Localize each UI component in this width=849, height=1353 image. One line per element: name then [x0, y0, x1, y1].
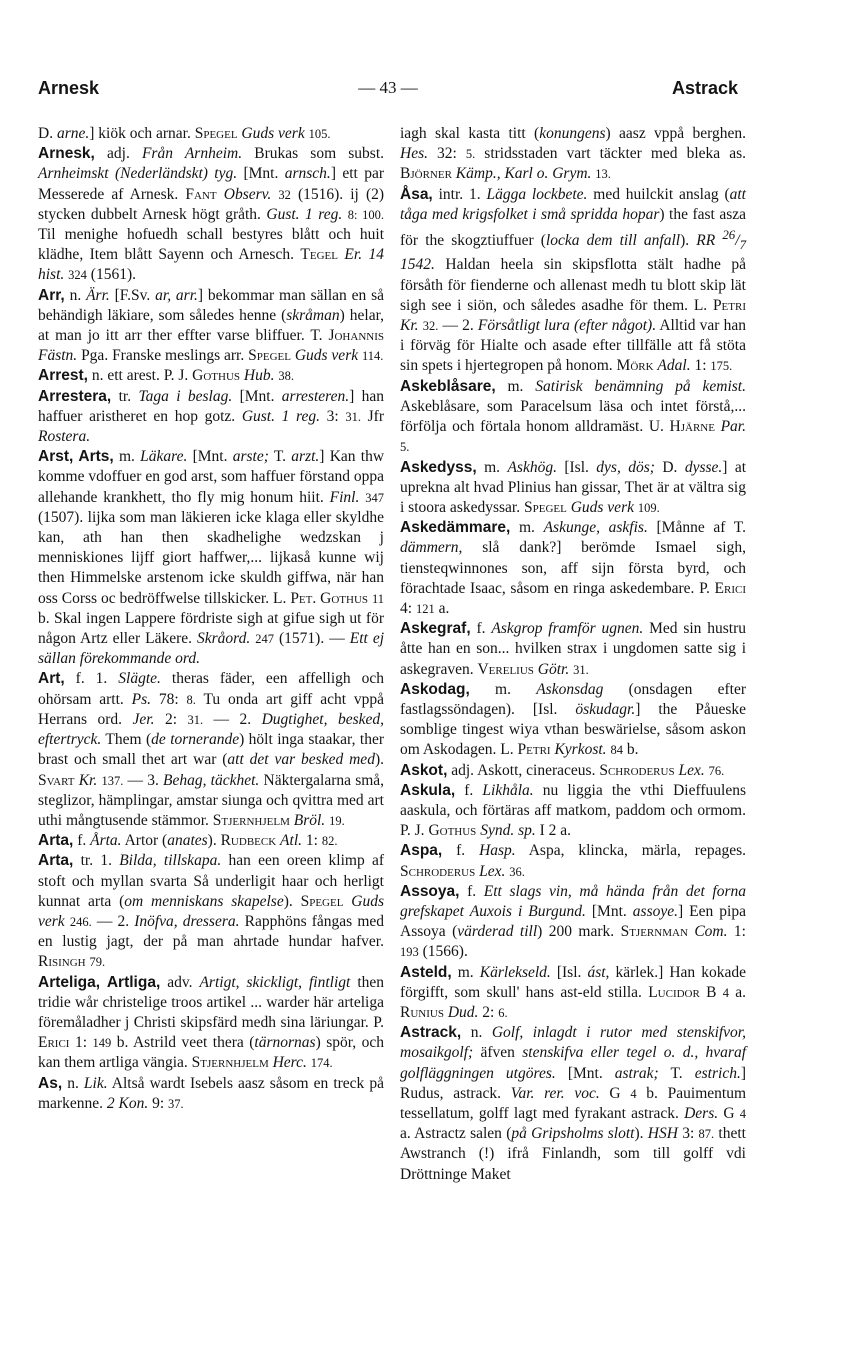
dictionary-entry: Arta, f. Årta. Artor (anates). Rudbeck Atl. 1: 82.: [38, 832, 338, 850]
dictionary-entry: Askula, f. Likhåla. nu liggia the vthi Dieffuulens aaskula, och förtäras aff matkom, paddom och ormom. P. J. Gothus Synd. sp. I 2 a.: [400, 781, 746, 840]
dictionary-entry: Asteld, m. Kärlekseld. [Isl. ást, kärlek.] Han kokade förgifft, som skull' hans ast-eld stilla. Lucidor B 4 a. Runius Dud. 2: 6.: [400, 963, 746, 1021]
page-number: — 43 —: [358, 78, 418, 97]
running-head-left: Arnesk: [38, 78, 100, 98]
dictionary-entry: Arta, tr. 1. Bilda, tillskapa. han een oreen klimp af stoft och myllan svarta Så underligit haar och herligt kunnat arta (om menniskans skapelse). Spegel Guds verk 246. — 2. Inöfva, dressera. Rapphöns fångas med en lustig jagt, der på man ahrtade hundar hafver. Risingh 79.: [38, 852, 385, 971]
dictionary-entry: Arst, Arts, m. Läkare. [Mnt. arste; T. arzt.] Kan thw komme vdoffuer en god arst, som haffuer förstand oppa allehande krankhett, tho fly mig honum hiit. Finl. 347 (1507). lijka som man läkieren icke klaga eller skyldhe kan, ath han then skadhelighe wedzskan j menniskiones lijff giort haffwer,... lijkaså kunne wij then Himmelske arstenom icke skuldh giffwa, när han oss Corss oc bedröffwelse tillskicker. L. Pet. Gothus 11 b. Skal ingen Lappere fördriste sigh at gifue sigh ut för någon Artz eller Läkere. Skråord. 247 (1571). — Ett ej sällan förekommande ord.: [38, 448, 385, 668]
dictionary-entry: D. arne.] kiök och arnar. Spegel Guds verk 105.: [38, 125, 331, 142]
dictionary-entry: Askedämmare, m. Askunge, askfis. [Månne af T. dämmern, slå dank?] berömde Ismael sigh, tiensteqwinnones son, aff sijn första byrd, och förachtade Isaac, såsom en ringa askedembare. P. Erici 4: 121 a.: [400, 519, 746, 617]
dictionary-entry: Askot, adj. Askott, cineraceus. Schroderus Lex. 76.: [400, 761, 725, 779]
dictionary-entry: Askedyss, m. Askhög. [Isl. dys, dös; D. dysse.] at uprekna alt hvad Plinius han gissar, Thet är at vältra sig i stoora askedyssar. Spegel Guds verk 109.: [400, 458, 747, 516]
running-head-right: Astrack: [671, 78, 738, 98]
dictionary-entry: Arteliga, Artliga, adv. Artigt, skickligt, fintligt then tridie wår christelige troos artikel ... warder här arteliga föremåladher j Christi skipsfärd medh sina läriungar. P. Erici 1: 149 b. Astrild veet thera (tärnornas) spör, och kan them artliga vängia. Stjernhjelm Herc. 174.: [38, 973, 385, 1072]
dictionary-entry: Arrestera, tr. Taga i beslag. [Mnt. arresteren.] han haffuer aristheret en hop gotz. Gust. 1 reg. 3: 31. Jfr Rostera.: [38, 387, 384, 446]
left-column: [38, 124, 384, 1114]
dictionary-entry: iagh skal kasta titt (konungens) aasz vppå berghen. Hes. 32: 5. stridsstaden vart täckter med bleka as. Björner Kämp., Karl o. Grym. 13.: [400, 125, 747, 183]
dictionary-entry: Askegraf, f. Askgrop framför ugnen. Med sin hustru åtte han en son... hvilken strax i ungdomen satte sig i askegraven. Verelius Götr. 31.: [400, 620, 746, 678]
dictionary-entry: Arrest, n. ett arest. P. J. Gothus Hub. 38.: [38, 367, 294, 385]
dictionary-entry: Askodag, m. Askonsdag (onsdagen efter fastlagssöndagen). [Isl. öskudagr.] the Påueske somblige tingest wiya vthan beswärielse, såsom askon om Askodagen. L. Petri Kyrkost. 84 b.: [400, 680, 746, 759]
dictionary-entry: Art, f. 1. Slägte. theras fäder, een affelligh och ohörsam artt. Ps. 78: 8. Tu onda art giff acht vppå Herrans ord. Jer. 2: 31. — 2. Dugtighet, besked, eftertryck. Them (de tornerande) hölt inga staakar, ther brast och small thet art war (att det var besked med). Svart Kr. 137. — 3. Behag, täckhet. Näktergalarna små, steglizor, hämplingar, amstar siunga och qvittra med art uthi mångtusende stämmor. Stjernhjelm Bröl. 19.: [38, 670, 385, 829]
dictionary-entry: As, n. Lik. Altså wardt Isebels aasz såsom en treck på markenne. 2 Kon. 9: 37.: [38, 1074, 384, 1112]
dictionary-entry: Askeblåsare, m. Satirisk benämning på kemist. Askeblåsare, som Paracelsum läsa och intet förstå,... förfölja och förtala honom alldramäst. U. Hjärne Par. 5.: [400, 377, 746, 455]
right-column: [400, 124, 746, 1185]
dictionary-entry: Arnesk, adj. Från Arnheim. Brukas som subst. Arnheimskt (Nederländskt) tyg. [Mnt. arnsch.] ett par Messerede af Arnesk. Fant Observ. 32 (1516). ij (2) stycken dubbelt Arnesk högt gråth. Gust. 1 reg. 8: 100. Til menighe hofuedh schall bestyres blått och huit klädhe, Item blått Sayenn och Arnesch. Tegel Er. 14 hist. 324 (1561).: [38, 145, 385, 284]
dictionary-entry: Åsa, intr. 1. Lägga lockbete. med huilckit anslag (att tåga med krigsfolket i små spridda hopar) the fast asza för the skogztiuffuer (locka dem till anfall). RR $^{26}/_7$ 1542. Haldan heela sin skipsflotta stält hadhe på försåth för fienderne och allenast medh tu blott skip lät sigh see i siön, och således asadhe för them. L. Petri Kr. 32. — 2. Försåtligt lura (efter något). Alltid var han i förväg för Hialte och asade efter tillfälle att få stöta sin spets i hjertegropen på honom. Mörk Adal. 1: 175.: [400, 185, 747, 375]
running-head: [38, 78, 738, 102]
dictionary-entry: Arr, n. Ärr. [F.Sv. ar, arr.] bekommar man sällan en så behändigh läkiare, som således henne (skråman) helar, at man jo itt arr ther effter varse bliffuer. T. Johannis Fästn. Pga. Franske meslings arr. Spegel Guds verk 114.: [38, 286, 385, 365]
dictionary-entry: Astrack, n. Golf, inlagdt i rutor med stenskifvor, mosaikgolf; äfven stenskifva eller tegel o. d., hvaraf golfläggningen utgöres. [Mnt. astrak; T. estrich.] Rudus, astrack. Var. rer. voc. G 4 b. Pauimentum tessellatum, golff lagt med fyrakant astrack. Ders. G 4 a. Astractz salen (på Gripsholms slott). HSH 3: 87. thett Awstranch (!) ifrå Finlandh, som till golff vdi Dröttninge Maket: [400, 1024, 747, 1183]
dictionary-entry: Assoya, f. Ett slags vin, må hända från det forna grefskapet Auxois i Burgund. [Mnt. assoye.] Een pipa Assoya (värderad till) 200 mark. Stjernman Com. 1: 193 (1566).: [400, 882, 746, 961]
dictionary-entry: Aspa, f. Hasp. Aspa, klincka, märla, repages. Schroderus Lex. 36.: [400, 842, 746, 880]
